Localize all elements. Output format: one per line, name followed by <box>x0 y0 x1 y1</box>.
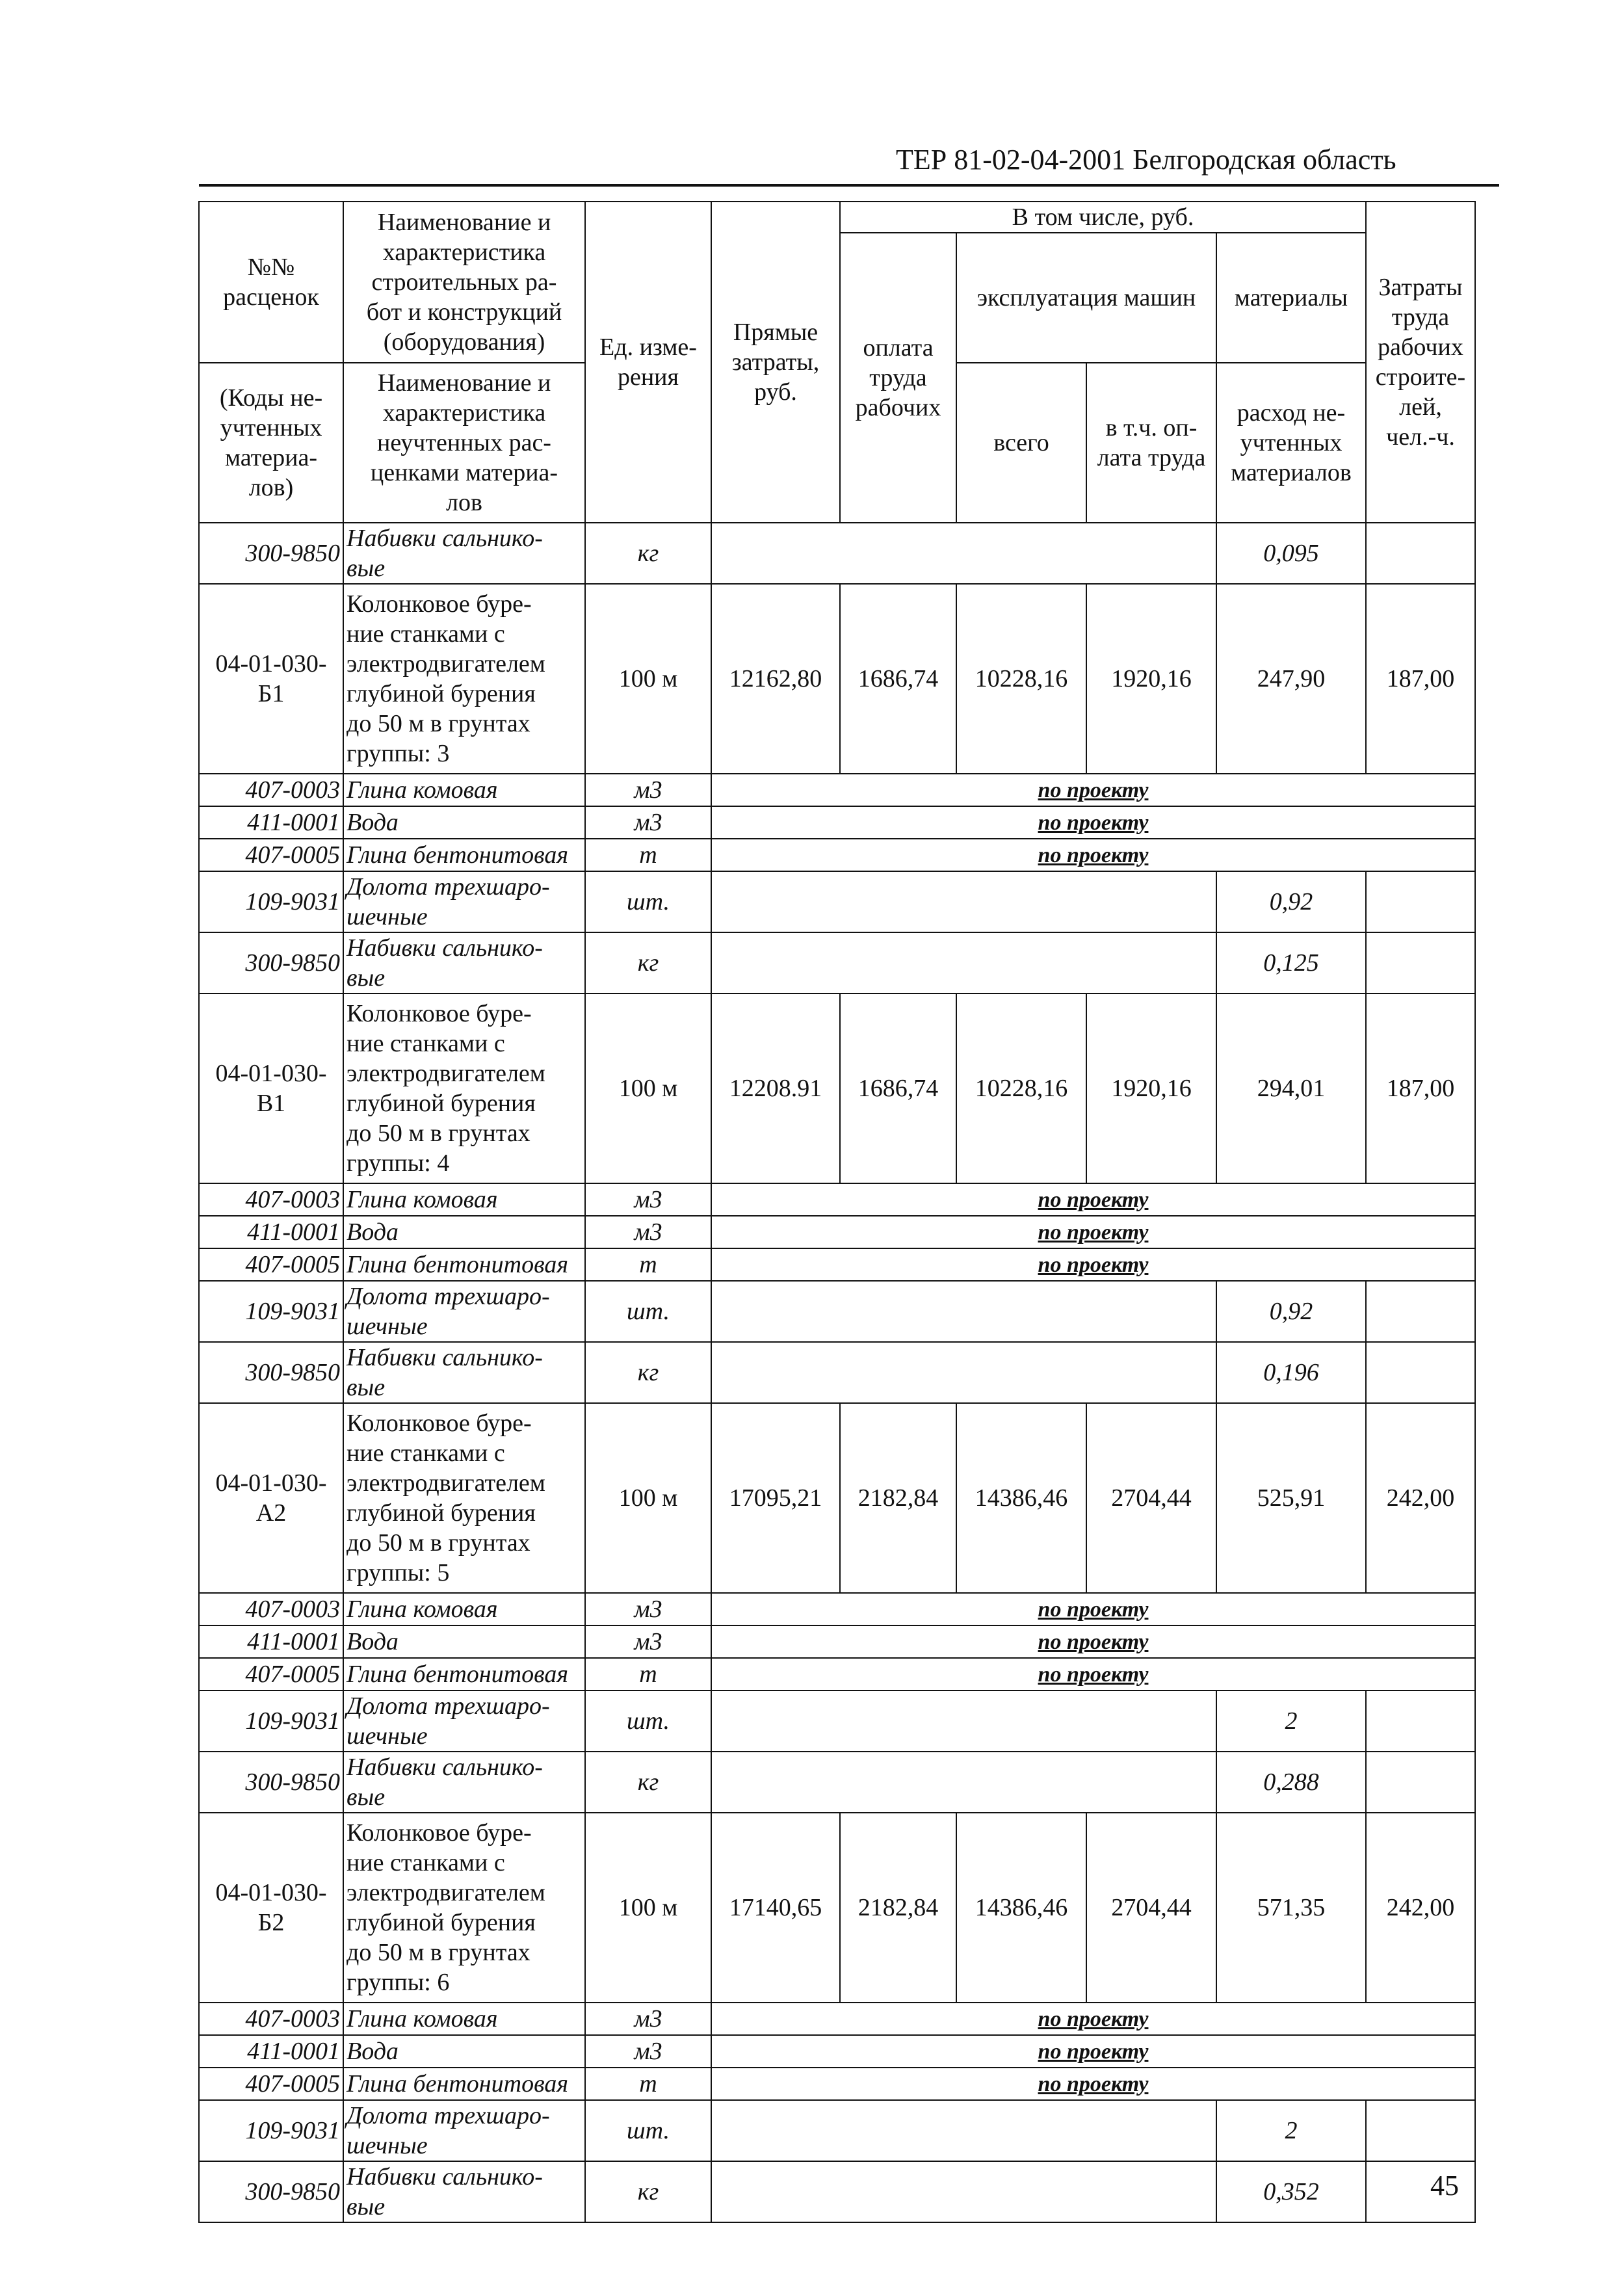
material-name-cell: Вода <box>343 2035 585 2068</box>
material-quantity-cell: 0,125 <box>1216 932 1366 993</box>
material-name-line: Долота трехшаро- <box>347 1692 550 1720</box>
header-machine-total-cell <box>956 363 1086 523</box>
text-line: затраты, <box>731 348 820 376</box>
direct-cost-cell: 12208.91 <box>711 993 840 1183</box>
unit-cell: м3 <box>585 806 711 839</box>
wage-cell: 2182,84 <box>840 1813 956 2003</box>
material-code-cell: 407-0005 <box>199 1248 343 1281</box>
material-row <box>199 1658 1475 1690</box>
unit-cell: кг <box>585 1342 711 1403</box>
material-name-line: Долота трехшаро- <box>347 1283 550 1310</box>
materials-cell: 294,01 <box>1216 993 1366 1183</box>
material-quantity-cell: 2 <box>1216 1690 1366 1752</box>
per-project-note-cell <box>711 1183 1475 1216</box>
header-name-cell <box>343 202 585 363</box>
text-line: материа- <box>225 444 317 471</box>
material-name-line: Долота трехшаро- <box>347 873 550 901</box>
material-name-line: Набивки сальнико- <box>347 1344 543 1371</box>
work-description-line: Колонковое буре- <box>347 1410 532 1437</box>
text-line: строительных ра- <box>371 269 557 296</box>
material-name-line: шечные <box>347 1722 428 1750</box>
unit-cell: кг <box>585 1752 711 1813</box>
header-labor-cell <box>1366 202 1475 523</box>
rate-code-line: В1 <box>256 1090 286 1117</box>
empty-labor-cell <box>1366 932 1475 993</box>
material-name-line: вые <box>347 1783 386 1811</box>
work-description-line: ние станками с <box>347 1440 505 1467</box>
empty-labor-cell <box>1366 523 1475 584</box>
per-project-note-cell <box>711 2068 1475 2100</box>
unit-cell: м3 <box>585 1593 711 1625</box>
unit-cell: м3 <box>585 774 711 806</box>
work-description-line: группы: 4 <box>347 1150 450 1177</box>
header-machine-total-text: всего <box>993 429 1049 456</box>
material-name-cell: Глина комовая <box>343 1183 585 1216</box>
material-name-line: шечные <box>347 903 428 930</box>
material-row <box>199 1281 1475 1342</box>
per-project-note-cell <box>711 806 1475 839</box>
material-name-cell: Вода <box>343 1216 585 1248</box>
text-line: неучтенных рас- <box>377 429 551 456</box>
machine-total-cell: 14386,46 <box>956 1813 1086 2003</box>
per-project-note-cell <box>711 1593 1475 1625</box>
material-code-cell: 407-0003 <box>199 1183 343 1216</box>
text-line: лата труда <box>1097 444 1206 471</box>
material-row <box>199 1342 1475 1403</box>
header-direct-text <box>714 317 837 407</box>
per-project-note: по проекту <box>1038 2007 1149 2031</box>
material-row <box>199 871 1475 932</box>
materials-cell: 571,35 <box>1216 1813 1366 2003</box>
material-code-cell: 407-0005 <box>199 839 343 871</box>
empty-labor-cell <box>1366 2100 1475 2161</box>
work-description-line: ние станками с <box>347 1849 505 1876</box>
rate-code-line: 04-01-030- <box>215 1469 327 1497</box>
text-line: бот и конструкций <box>366 298 562 326</box>
material-row <box>199 2161 1475 2222</box>
material-row <box>199 1593 1475 1625</box>
work-description-line: электродвигателем <box>347 1469 545 1497</box>
work-description-line: до 50 м в грунтах <box>347 1939 530 1966</box>
header-incl-text: В том числе, руб. <box>1012 204 1194 231</box>
material-row <box>199 1248 1475 1281</box>
text-line: расценок <box>223 283 319 311</box>
page-number: 45 <box>1430 2170 1459 2202</box>
work-description-line: глубиной бурения <box>347 1499 536 1527</box>
material-name-cell <box>343 932 585 993</box>
unit-cell: т <box>585 1248 711 1281</box>
header-direct-cell <box>711 202 840 523</box>
header-wage-cell <box>840 233 956 523</box>
material-row <box>199 774 1475 806</box>
rate-code-cell <box>199 1403 343 1593</box>
text-line: Ед. изме- <box>599 334 697 361</box>
direct-cost-cell: 12162,80 <box>711 584 840 774</box>
work-description-line: группы: 5 <box>347 1559 450 1586</box>
empty-labor-cell <box>1366 1690 1475 1752</box>
header-name2-text <box>347 368 582 518</box>
material-quantity-cell: 0,095 <box>1216 523 1366 584</box>
page-header-title: ТЕР 81-02-04-2001 Белгородская область <box>896 144 1396 176</box>
material-code-cell: 109-9031 <box>199 1690 343 1752</box>
text-line: характеристика <box>382 399 546 427</box>
material-row <box>199 523 1475 584</box>
text-line: оплата <box>863 334 934 362</box>
machine-wage-cell: 2704,44 <box>1086 1813 1216 2003</box>
material-name-line: Долота трехшаро- <box>347 2102 550 2129</box>
work-description-line: глубиной бурения <box>347 1090 536 1117</box>
text-line: строите- <box>1375 363 1466 391</box>
per-project-note-cell <box>711 774 1475 806</box>
header-code-cell <box>199 202 343 363</box>
header-machine-text: эксплуатация машин <box>976 284 1196 311</box>
material-name-cell: Глина комовая <box>343 774 585 806</box>
per-project-note-cell <box>711 2035 1475 2068</box>
text-line: Наименование и <box>377 369 551 397</box>
work-description-line: до 50 м в грунтах <box>347 1120 530 1147</box>
work-description-line: до 50 м в грунтах <box>347 1529 530 1557</box>
work-description-line: Колонковое буре- <box>347 1819 532 1847</box>
rate-code-line: А2 <box>255 1499 287 1527</box>
wage-cell: 1686,74 <box>840 584 956 774</box>
header-name2-cell <box>343 363 585 523</box>
material-code-cell: 300-9850 <box>199 523 343 584</box>
material-row <box>199 839 1475 871</box>
header-code-text <box>202 252 340 312</box>
material-code-cell: 109-9031 <box>199 1281 343 1342</box>
unit-cell: 100 м <box>585 1813 711 2003</box>
material-row <box>199 1752 1475 1813</box>
material-code-cell: 411-0001 <box>199 1216 343 1248</box>
work-row <box>199 1813 1475 2003</box>
per-project-note-cell <box>711 1658 1475 1690</box>
unit-cell: м3 <box>585 1625 711 1658</box>
text-line: (Коды не- <box>219 384 323 412</box>
text-line: учтенных <box>220 414 322 441</box>
material-name-cell: Вода <box>343 806 585 839</box>
rate-code-line: 04-01-030- <box>215 650 327 677</box>
header-labor-text <box>1369 272 1472 452</box>
material-quantity-cell: 0,352 <box>1216 2161 1366 2222</box>
material-name-cell: Глина бентонитовая <box>343 1658 585 1690</box>
materials-cell: 525,91 <box>1216 1403 1366 1593</box>
material-row <box>199 1216 1475 1248</box>
work-description-line: Колонковое буре- <box>347 590 532 618</box>
text-line: Затраты <box>1378 274 1463 301</box>
empty-labor-cell <box>1366 1281 1475 1342</box>
unit-cell: 100 м <box>585 993 711 1183</box>
text-line: лей, <box>1399 393 1442 421</box>
material-name-cell <box>343 2100 585 2161</box>
material-name-line: шечные <box>347 2132 428 2159</box>
per-project-note-cell <box>711 1248 1475 1281</box>
text-line: лов) <box>248 474 294 501</box>
per-project-note: по проекту <box>1038 843 1149 867</box>
unit-cell: 100 м <box>585 1403 711 1593</box>
text-line: рения <box>617 363 679 391</box>
rate-code-line: Б2 <box>257 1909 285 1936</box>
text-line: труда <box>869 364 927 391</box>
material-code-cell: 411-0001 <box>199 2035 343 2068</box>
material-row <box>199 806 1475 839</box>
table-body <box>199 202 1475 2222</box>
machine-wage-cell: 2704,44 <box>1086 1403 1216 1593</box>
unit-cell: м3 <box>585 1183 711 1216</box>
material-code-cell: 109-9031 <box>199 871 343 932</box>
header-incl-cell <box>840 202 1366 233</box>
per-project-note: по проекту <box>1038 2040 1149 2064</box>
text-line: лов <box>446 489 482 516</box>
material-row <box>199 932 1475 993</box>
work-description-line: ние станками с <box>347 1030 505 1057</box>
text-line: труда <box>1391 304 1450 331</box>
work-description-line: ние станками с <box>347 620 505 648</box>
work-description-line: электродвигателем <box>347 650 545 677</box>
wage-cell: 2182,84 <box>840 1403 956 1593</box>
work-description-line: глубиной бурения <box>347 680 536 707</box>
material-quantity-cell: 2 <box>1216 2100 1366 2161</box>
text-line: Наименование и <box>377 209 551 236</box>
empty-cost-cell <box>711 1752 1216 1813</box>
text-line: характеристика <box>382 239 546 266</box>
direct-cost-cell: 17140,65 <box>711 1813 840 2003</box>
work-description-line: электродвигателем <box>347 1060 545 1087</box>
per-project-note-cell <box>711 1625 1475 1658</box>
rate-code-line: 04-01-030- <box>215 1060 327 1087</box>
work-description-line: группы: 3 <box>347 740 450 767</box>
empty-cost-cell <box>711 932 1216 993</box>
material-name-cell <box>343 1690 585 1752</box>
empty-cost-cell <box>711 2161 1216 2222</box>
material-code-cell: 300-9850 <box>199 1342 343 1403</box>
work-description-cell <box>343 1403 585 1593</box>
rate-code-cell <box>199 993 343 1183</box>
per-project-note: по проекту <box>1038 1663 1149 1687</box>
header-materials2-cell <box>1216 363 1366 523</box>
text-line: материалов <box>1231 459 1352 486</box>
material-row <box>199 1183 1475 1216</box>
unit-cell: т <box>585 2068 711 2100</box>
text-line: (оборудования) <box>383 328 545 356</box>
text-line: руб. <box>754 378 797 406</box>
machine-wage-cell: 1920,16 <box>1086 993 1216 1183</box>
text-line: учтенных <box>1240 429 1342 456</box>
per-project-note-cell <box>711 1216 1475 1248</box>
work-description-line: электродвигателем <box>347 1879 545 1906</box>
work-row <box>199 1403 1475 1593</box>
wage-cell: 1686,74 <box>840 993 956 1183</box>
empty-cost-cell <box>711 2100 1216 2161</box>
material-name-line: Набивки сальнико- <box>347 1754 543 1781</box>
work-description-cell <box>343 1813 585 2003</box>
text-line: №№ <box>247 254 295 281</box>
header-unit-text <box>588 332 708 392</box>
unit-cell: кг <box>585 523 711 584</box>
material-name-line: Набивки сальнико- <box>347 934 543 962</box>
labor-cell: 242,00 <box>1366 1813 1475 2003</box>
text-line: в т.ч. оп- <box>1105 414 1198 441</box>
labor-cell: 242,00 <box>1366 1403 1475 1593</box>
unit-cell: м3 <box>585 1216 711 1248</box>
material-name-line: вые <box>347 964 386 992</box>
material-row <box>199 1625 1475 1658</box>
per-project-note: по проекту <box>1038 1630 1149 1654</box>
material-name-line: Набивки сальнико- <box>347 525 543 552</box>
rate-code-cell <box>199 584 343 774</box>
header-materials-cell <box>1216 233 1366 363</box>
rate-code-line: 04-01-030- <box>215 1879 327 1906</box>
material-row <box>199 2068 1475 2100</box>
per-project-note: по проекту <box>1038 778 1149 802</box>
empty-cost-cell <box>711 1342 1216 1403</box>
machine-total-cell: 10228,16 <box>956 993 1086 1183</box>
work-row <box>199 993 1475 1183</box>
material-name-cell <box>343 2161 585 2222</box>
material-name-line: вые <box>347 2193 386 2220</box>
rates-table <box>198 201 1476 2223</box>
work-description-cell <box>343 993 585 1183</box>
labor-cell: 187,00 <box>1366 584 1475 774</box>
per-project-note: по проекту <box>1038 1220 1149 1244</box>
material-code-cell: 300-9850 <box>199 2161 343 2222</box>
empty-labor-cell <box>1366 1752 1475 1813</box>
unit-cell: 100 м <box>585 584 711 774</box>
material-code-cell: 411-0001 <box>199 1625 343 1658</box>
unit-cell: шт. <box>585 2100 711 2161</box>
material-code-cell: 411-0001 <box>199 806 343 839</box>
empty-cost-cell <box>711 523 1216 584</box>
header-machine-cell <box>956 233 1216 363</box>
text-line: рабочих <box>1378 334 1463 361</box>
per-project-note: по проекту <box>1038 1188 1149 1212</box>
material-row <box>199 2100 1475 2161</box>
labor-cell: 187,00 <box>1366 993 1475 1183</box>
material-quantity-cell: 0,92 <box>1216 1281 1366 1342</box>
material-quantity-cell: 0,92 <box>1216 871 1366 932</box>
unit-cell: шт. <box>585 1281 711 1342</box>
header-code2-text <box>202 383 340 503</box>
work-description-cell <box>343 584 585 774</box>
material-name-cell: Вода <box>343 1625 585 1658</box>
empty-cost-cell <box>711 871 1216 932</box>
unit-cell: м3 <box>585 2003 711 2035</box>
material-name-cell: Глина бентонитовая <box>343 839 585 871</box>
per-project-note: по проекту <box>1038 1598 1149 1622</box>
header-wage-text <box>843 333 953 423</box>
material-name-line: Набивки сальнико- <box>347 2163 543 2190</box>
material-row <box>199 2035 1475 2068</box>
empty-labor-cell <box>1366 1342 1475 1403</box>
header-machine-wage-text <box>1090 413 1213 473</box>
unit-cell: кг <box>585 932 711 993</box>
material-name-cell: Глина бентонитовая <box>343 2068 585 2100</box>
work-description-line: Колонковое буре- <box>347 1000 532 1027</box>
material-name-cell <box>343 523 585 584</box>
materials-cell: 247,90 <box>1216 584 1366 774</box>
per-project-note-cell <box>711 2003 1475 2035</box>
text-line: ценками материа- <box>370 459 558 486</box>
empty-labor-cell <box>1366 871 1475 932</box>
direct-cost-cell: 17095,21 <box>711 1403 840 1593</box>
material-name-cell: Глина комовая <box>343 2003 585 2035</box>
material-code-cell: 300-9850 <box>199 932 343 993</box>
rate-code-line: Б1 <box>257 680 285 707</box>
empty-cost-cell <box>711 1281 1216 1342</box>
material-row <box>199 1690 1475 1752</box>
per-project-note: по проекту <box>1038 2072 1149 2096</box>
header-materials-text: материалы <box>1234 284 1348 311</box>
text-line: чел.-ч. <box>1386 423 1455 451</box>
rate-code-cell <box>199 1813 343 2003</box>
work-row <box>199 584 1475 774</box>
text-line: Прямые <box>733 319 819 346</box>
material-name-cell: Глина бентонитовая <box>343 1248 585 1281</box>
header-code2-cell <box>199 363 343 523</box>
work-description-line: до 50 м в грунтах <box>347 710 530 737</box>
material-code-cell: 407-0005 <box>199 1658 343 1690</box>
material-code-cell: 407-0005 <box>199 2068 343 2100</box>
material-name-cell <box>343 871 585 932</box>
material-code-cell: 109-9031 <box>199 2100 343 2161</box>
material-code-cell: 300-9850 <box>199 1752 343 1813</box>
per-project-note: по проекту <box>1038 1253 1149 1277</box>
material-name-cell <box>343 1342 585 1403</box>
work-description-line: группы: 6 <box>347 1969 450 1996</box>
material-name-line: шечные <box>347 1313 428 1340</box>
unit-cell: шт. <box>585 871 711 932</box>
material-name-cell <box>343 1281 585 1342</box>
material-row <box>199 2003 1475 2035</box>
unit-cell: т <box>585 839 711 871</box>
per-project-note-cell <box>711 839 1475 871</box>
header-machine-wage-cell <box>1086 363 1216 523</box>
machine-total-cell: 10228,16 <box>956 584 1086 774</box>
header-rule <box>199 184 1499 187</box>
per-project-note: по проекту <box>1038 811 1149 835</box>
unit-cell: кг <box>585 2161 711 2222</box>
unit-cell: шт. <box>585 1690 711 1752</box>
text-line: расход не- <box>1237 399 1346 427</box>
material-code-cell: 407-0003 <box>199 774 343 806</box>
material-name-cell <box>343 1752 585 1813</box>
material-name-cell: Глина комовая <box>343 1593 585 1625</box>
material-quantity-cell: 0,196 <box>1216 1342 1366 1403</box>
empty-cost-cell <box>711 1690 1216 1752</box>
machine-wage-cell: 1920,16 <box>1086 584 1216 774</box>
material-code-cell: 407-0003 <box>199 1593 343 1625</box>
unit-cell: т <box>585 1658 711 1690</box>
material-quantity-cell: 0,288 <box>1216 1752 1366 1813</box>
material-name-line: вые <box>347 555 386 582</box>
header-name-text <box>347 207 582 357</box>
material-code-cell: 407-0003 <box>199 2003 343 2035</box>
unit-cell: м3 <box>585 2035 711 2068</box>
text-line: рабочих <box>855 394 941 421</box>
header-unit-cell <box>585 202 711 523</box>
header-materials2-text <box>1220 398 1363 488</box>
machine-total-cell: 14386,46 <box>956 1403 1086 1593</box>
work-description-line: глубиной бурения <box>347 1909 536 1936</box>
material-name-line: вые <box>347 1374 386 1401</box>
